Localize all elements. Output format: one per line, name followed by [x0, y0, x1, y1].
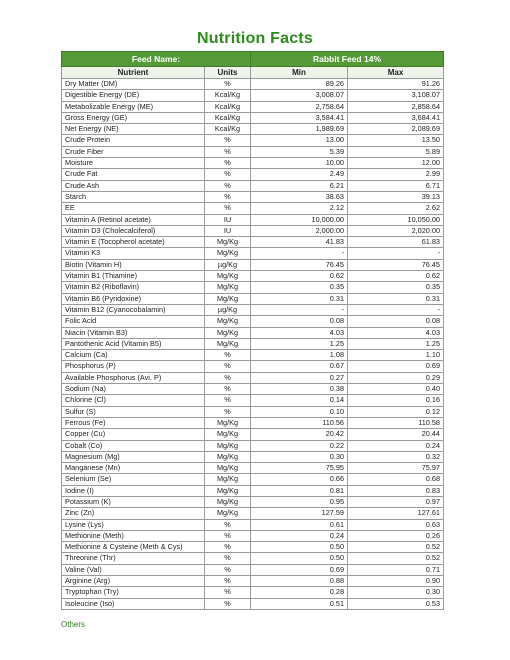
nutrient-max: 12.00	[348, 158, 444, 169]
table-row	[62, 112, 444, 123]
table-row	[62, 542, 444, 553]
nutrient-max: 0.29	[348, 372, 444, 383]
nutrient-unit: %	[205, 361, 251, 372]
table-row	[62, 384, 444, 395]
table-row	[62, 79, 444, 90]
table-row	[62, 530, 444, 541]
nutrient-unit: %	[205, 191, 251, 202]
nutrient-min: 0.95	[251, 496, 348, 507]
nutrient-min: 0.81	[251, 485, 348, 496]
nutrient-name: Zinc (Zn)	[62, 508, 205, 519]
nutrient-unit: %	[205, 384, 251, 395]
nutrient-min: 0.22	[251, 440, 348, 451]
nutrient-name: Potassium (K)	[62, 496, 205, 507]
nutrient-max: 6.71	[348, 180, 444, 191]
nutrient-max: 0.32	[348, 451, 444, 462]
nutrient-name: Vitamin B6 (Pyridoxine)	[62, 293, 205, 304]
table-row	[62, 316, 444, 327]
nutrient-unit: Kcal/Kg	[205, 101, 251, 112]
nutrient-name: Ferrous (Fe)	[62, 417, 205, 428]
nutrient-max: 39.13	[348, 191, 444, 202]
nutrient-min: 13.00	[251, 135, 348, 146]
nutrient-name: Vitamin E (Tocopherol acetate)	[62, 237, 205, 248]
table-body	[62, 79, 444, 610]
nutrient-unit: Mg/Kg	[205, 485, 251, 496]
nutrient-unit: Mg/Kg	[205, 282, 251, 293]
nutrient-max: -	[348, 248, 444, 259]
nutrient-unit: %	[205, 395, 251, 406]
nutrient-name: Crude Ash	[62, 180, 205, 191]
table-row	[62, 90, 444, 101]
nutrient-max: 2.62	[348, 203, 444, 214]
page-title: Nutrition Facts	[197, 30, 313, 47]
nutrient-unit: Kcal/Kg	[205, 90, 251, 101]
nutrient-max: 0.31	[348, 293, 444, 304]
nutrient-unit: Mg/Kg	[205, 293, 251, 304]
nutrient-unit: IU	[205, 225, 251, 236]
table-row	[62, 395, 444, 406]
nutrient-name: Available Phosphorus (Avi. P)	[62, 372, 205, 383]
nutrient-max: 3,108.07	[348, 90, 444, 101]
nutrient-min: 2,758.64	[251, 101, 348, 112]
column-header-max: Max	[348, 67, 444, 79]
nutrient-min: 3,008.07	[251, 90, 348, 101]
table-row	[62, 564, 444, 575]
nutrient-unit: %	[205, 372, 251, 383]
nutrient-unit: Mg/Kg	[205, 248, 251, 259]
nutrient-min: 75.95	[251, 463, 348, 474]
nutrient-min: 0.50	[251, 553, 348, 564]
nutrient-name: Digestible Energy (DE)	[62, 90, 205, 101]
nutrient-max: 1.10	[348, 350, 444, 361]
table-row	[62, 372, 444, 383]
nutrient-unit: Mg/Kg	[205, 271, 251, 282]
nutrient-max: 2,020.00	[348, 225, 444, 236]
table-row	[62, 350, 444, 361]
nutrient-min: 0.27	[251, 372, 348, 383]
nutrient-unit: IU	[205, 214, 251, 225]
nutrient-name: Manganese (Mn)	[62, 463, 205, 474]
nutrient-name: Sulfur (S)	[62, 406, 205, 417]
table-row	[62, 237, 444, 248]
nutrient-name: Valine (Val)	[62, 564, 205, 575]
table-row	[62, 158, 444, 169]
nutrient-unit: %	[205, 519, 251, 530]
nutrient-min: 110.56	[251, 417, 348, 428]
nutrient-unit: %	[205, 542, 251, 553]
feed-name-label: Feed Name:	[62, 52, 251, 67]
nutrient-max: 13.50	[348, 135, 444, 146]
table-row	[62, 124, 444, 135]
table-row	[62, 293, 444, 304]
nutrient-max: 20.44	[348, 429, 444, 440]
nutrient-min: 5.39	[251, 146, 348, 157]
nutrient-min: 0.10	[251, 406, 348, 417]
nutrient-unit: Kcal/Kg	[205, 112, 251, 123]
nutrient-name: Chlorine (Cl)	[62, 395, 205, 406]
nutrient-name: Crude Fat	[62, 169, 205, 180]
nutrient-min: 0.51	[251, 598, 348, 609]
nutrient-unit: Mg/Kg	[205, 440, 251, 451]
nutrient-max: 0.90	[348, 576, 444, 587]
nutrient-unit: µg/Kg	[205, 304, 251, 315]
nutrient-min: 76.45	[251, 259, 348, 270]
nutrient-unit: Mg/Kg	[205, 429, 251, 440]
nutrient-name: Biotin (Vitamin H)	[62, 259, 205, 270]
nutrient-name: Moisture	[62, 158, 205, 169]
nutrient-unit: %	[205, 530, 251, 541]
nutrient-name: Threonine (Thr)	[62, 553, 205, 564]
nutrient-name: Vitamin B2 (Riboflavin)	[62, 282, 205, 293]
nutrient-max: 61.83	[348, 237, 444, 248]
nutrient-name: Cobalt (Co)	[62, 440, 205, 451]
nutrient-name: Iodine (I)	[62, 485, 205, 496]
nutrient-max: 0.40	[348, 384, 444, 395]
table-row	[62, 259, 444, 270]
nutrient-max: 4.03	[348, 327, 444, 338]
table-row	[62, 485, 444, 496]
nutrient-max: 0.68	[348, 474, 444, 485]
nutrient-unit: Mg/Kg	[205, 327, 251, 338]
nutrient-min: 0.31	[251, 293, 348, 304]
nutrient-unit: Mg/Kg	[205, 463, 251, 474]
table-row	[62, 180, 444, 191]
nutrient-max: 0.63	[348, 519, 444, 530]
nutrient-min: 38.63	[251, 191, 348, 202]
nutrient-max: 0.26	[348, 530, 444, 541]
nutrient-min: 4.03	[251, 327, 348, 338]
table-row	[62, 474, 444, 485]
nutrient-max: 0.12	[348, 406, 444, 417]
nutrient-min: 2.49	[251, 169, 348, 180]
table-row	[62, 271, 444, 282]
nutrient-unit: Kcal/Kg	[205, 124, 251, 135]
nutrient-unit: Mg/Kg	[205, 496, 251, 507]
nutrient-unit: %	[205, 169, 251, 180]
nutrition-table	[61, 51, 444, 610]
nutrient-max: 0.71	[348, 564, 444, 575]
nutrient-unit: %	[205, 180, 251, 191]
others-note: Others	[61, 620, 86, 629]
nutrient-min: 1,989.69	[251, 124, 348, 135]
nutrient-max: 0.62	[348, 271, 444, 282]
nutrient-max: 0.52	[348, 542, 444, 553]
column-header-units: Units	[205, 67, 251, 79]
nutrient-unit: %	[205, 406, 251, 417]
nutrient-min: 1.08	[251, 350, 348, 361]
table-row	[62, 282, 444, 293]
nutrient-name: Vitamin K3	[62, 248, 205, 259]
nutrient-max: 0.83	[348, 485, 444, 496]
nutrient-min: 0.67	[251, 361, 348, 372]
nutrient-min: 6.21	[251, 180, 348, 191]
nutrient-name: Dry Matter (DM)	[62, 79, 205, 90]
nutrient-min: 127.59	[251, 508, 348, 519]
nutrient-unit: %	[205, 598, 251, 609]
nutrient-min: 0.38	[251, 384, 348, 395]
nutrient-unit: Mg/Kg	[205, 508, 251, 519]
nutrient-min: 0.50	[251, 542, 348, 553]
nutrient-max: 10,050.00	[348, 214, 444, 225]
nutrient-max: 2,858.64	[348, 101, 444, 112]
column-header-min: Min	[251, 67, 348, 79]
nutrient-name: Lysine (Lys)	[62, 519, 205, 530]
nutrient-max: 0.97	[348, 496, 444, 507]
nutrient-unit: %	[205, 203, 251, 214]
table-row	[62, 304, 444, 315]
nutrient-name: Crude Fiber	[62, 146, 205, 157]
nutrient-unit: %	[205, 587, 251, 598]
nutrient-max: 3,684.41	[348, 112, 444, 123]
table-row	[62, 417, 444, 428]
table-row	[62, 519, 444, 530]
table-row	[62, 203, 444, 214]
nutrient-min: 2,000.00	[251, 225, 348, 236]
nutrient-min: 0.24	[251, 530, 348, 541]
table-row	[62, 248, 444, 259]
nutrient-max: 127.61	[348, 508, 444, 519]
nutrient-max: 0.16	[348, 395, 444, 406]
nutrient-min: 0.08	[251, 316, 348, 327]
table-row	[62, 214, 444, 225]
table-row	[62, 463, 444, 474]
nutrient-name: Vitamin A (Retinol acetate)	[62, 214, 205, 225]
nutrient-unit: %	[205, 350, 251, 361]
nutrient-min: 0.69	[251, 564, 348, 575]
nutrient-max: -	[348, 304, 444, 315]
nutrient-min: 0.88	[251, 576, 348, 587]
table-row	[62, 361, 444, 372]
nutrient-max: 0.53	[348, 598, 444, 609]
nutrient-unit: %	[205, 158, 251, 169]
nutrient-unit: %	[205, 564, 251, 575]
nutrient-unit: Mg/Kg	[205, 338, 251, 349]
nutrient-name: Phosphorus (P)	[62, 361, 205, 372]
nutrient-min: -	[251, 248, 348, 259]
nutrient-max: 1.25	[348, 338, 444, 349]
nutrient-max: 110.58	[348, 417, 444, 428]
nutrient-min: 0.30	[251, 451, 348, 462]
nutrient-name: Vitamin D3 (Cholecalciferol)	[62, 225, 205, 236]
nutrient-max: 0.52	[348, 553, 444, 564]
nutrient-unit: %	[205, 553, 251, 564]
table-row	[62, 598, 444, 609]
nutrient-unit: Mg/Kg	[205, 451, 251, 462]
table-row	[62, 146, 444, 157]
nutrient-name: Methionine (Meth)	[62, 530, 205, 541]
nutrient-name: Niacin (Vitamin B3)	[62, 327, 205, 338]
nutrient-max: 76.45	[348, 259, 444, 270]
nutrient-unit: %	[205, 576, 251, 587]
nutrient-unit: Mg/Kg	[205, 417, 251, 428]
nutrient-name: Magnesium (Mg)	[62, 451, 205, 462]
table-row	[62, 587, 444, 598]
nutrient-max: 75.97	[348, 463, 444, 474]
nutrient-max: 0.08	[348, 316, 444, 327]
nutrient-unit: %	[205, 135, 251, 146]
feed-name-row	[62, 52, 444, 67]
nutrient-name: Vitamin B12 (Cyanocobalamin)	[62, 304, 205, 315]
nutrient-max: 2,089.69	[348, 124, 444, 135]
nutrient-min: 89.26	[251, 79, 348, 90]
nutrient-min: 0.28	[251, 587, 348, 598]
nutrient-max: 0.69	[348, 361, 444, 372]
table-row	[62, 135, 444, 146]
table-row	[62, 429, 444, 440]
nutrient-max: 0.24	[348, 440, 444, 451]
nutrient-name: Sodium (Na)	[62, 384, 205, 395]
table-row	[62, 225, 444, 236]
table-row	[62, 169, 444, 180]
table-row	[62, 508, 444, 519]
table-row	[62, 191, 444, 202]
nutrient-name: Starch	[62, 191, 205, 202]
nutrient-name: Tryptophan (Try)	[62, 587, 205, 598]
nutrient-name: Net Energy (NE)	[62, 124, 205, 135]
nutrient-min: 0.35	[251, 282, 348, 293]
nutrient-unit: %	[205, 146, 251, 157]
nutrient-name: EE	[62, 203, 205, 214]
table-row	[62, 451, 444, 462]
table-row	[62, 338, 444, 349]
nutrient-min: 0.14	[251, 395, 348, 406]
nutrient-unit: µg/Kg	[205, 259, 251, 270]
table-row	[62, 576, 444, 587]
table-row	[62, 327, 444, 338]
nutrient-min: 0.66	[251, 474, 348, 485]
nutrient-min: 41.83	[251, 237, 348, 248]
nutrient-name: Methionine & Cysteine (Meth & Cys)	[62, 542, 205, 553]
nutrient-max: 0.30	[348, 587, 444, 598]
nutrient-name: Crude Protein	[62, 135, 205, 146]
nutrient-min: 1.25	[251, 338, 348, 349]
feed-name-value: Rabbit Feed 14%	[251, 52, 444, 67]
nutrient-name: Gross Energy (GE)	[62, 112, 205, 123]
nutrient-name: Vitamin B1 (Thiamine)	[62, 271, 205, 282]
table-row	[62, 553, 444, 564]
nutrient-name: Arginine (Arg)	[62, 576, 205, 587]
nutrient-unit: Mg/Kg	[205, 237, 251, 248]
nutrient-max: 2.99	[348, 169, 444, 180]
nutrient-min: 10.00	[251, 158, 348, 169]
nutrient-name: Calcium (Ca)	[62, 350, 205, 361]
table-row	[62, 496, 444, 507]
nutrient-min: 20.42	[251, 429, 348, 440]
nutrient-min: -	[251, 304, 348, 315]
nutrient-name: Folic Acid	[62, 316, 205, 327]
nutrient-unit: %	[205, 79, 251, 90]
nutrient-max: 91.26	[348, 79, 444, 90]
nutrient-min: 2.12	[251, 203, 348, 214]
table-row	[62, 101, 444, 112]
nutrient-name: Copper (Cu)	[62, 429, 205, 440]
column-header-nutrient: Nutrient	[62, 67, 205, 79]
nutrient-max: 5.89	[348, 146, 444, 157]
nutrient-name: Selenium (Se)	[62, 474, 205, 485]
nutrient-min: 0.62	[251, 271, 348, 282]
column-header-row	[62, 67, 444, 79]
table-row	[62, 440, 444, 451]
nutrient-name: Metabolizable Energy (ME)	[62, 101, 205, 112]
nutrient-unit: Mg/Kg	[205, 316, 251, 327]
nutrient-name: Pantothenic Acid (Vitamin B5)	[62, 338, 205, 349]
nutrient-min: 0.61	[251, 519, 348, 530]
nutrient-min: 10,000.00	[251, 214, 348, 225]
nutrient-name: Isoleucine (Iso)	[62, 598, 205, 609]
nutrient-max: 0.35	[348, 282, 444, 293]
nutrient-unit: Mg/Kg	[205, 474, 251, 485]
table-row	[62, 406, 444, 417]
nutrient-min: 3,584.41	[251, 112, 348, 123]
